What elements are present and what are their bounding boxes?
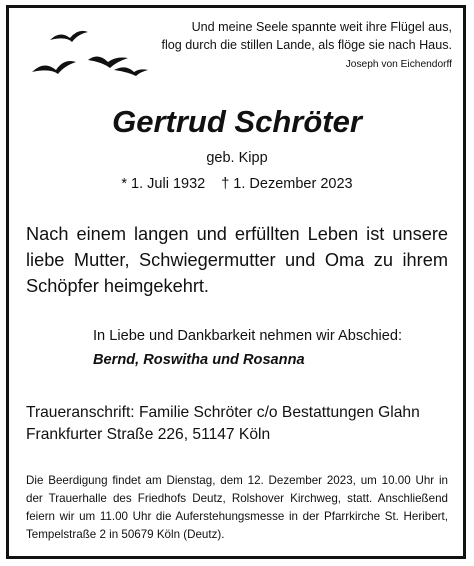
service-details [26,472,448,544]
main-message-line: Nach einem langen und erfüllten Leben ist [26,224,385,244]
maiden-name: geb. Kipp [206,150,268,166]
family-names: Bernd, Roswitha und Rosanna [93,352,305,368]
address-line: Frankfurter Straße 226, 51147 Köln [26,426,271,443]
main-message-line: zu ihrem Schöpfer heimgekehrt. [26,250,448,296]
deceased-name: Gertrud Schröter [112,104,362,139]
service-line: Die Beerdigung findet am Dienstag, dem 12. Dezember 2023, um [26,474,377,487]
service-line: statt. Anschließend feiern wir um 11.00 Uhr die Auferstehungsmesse in [26,492,448,523]
birth-date: * 1. Juli 1932 [121,176,206,192]
quote-author: Joseph von Eichendorff [345,59,452,70]
farewell-text: In Liebe und Dankbarkeit nehmen wir Abschied: [93,328,403,344]
quote-line: Und meine Seele spannte weit ihre Flügel aus, [191,20,452,34]
mourning-address [26,402,448,446]
service-line: der Pfarrkirche St. Heribert, Tempelstraße 2 in 50679 Köln (Deutz). [26,510,448,541]
address-line: Traueranschrift: Familie Schröter c/o Bestattungen Glahn [26,404,420,421]
life-dates [0,176,474,192]
service-line: 10.00 Uhr in der Trauerhalle des Friedhofs Deutz, Rolshover Kirchweg, [26,474,448,505]
quote-block [122,18,452,70]
main-message-line: unsere liebe Mutter, Schwiegermutter und Oma [26,224,448,270]
quote-line: flog durch die stillen Lande, als flöge sie nach Haus. [161,38,452,52]
death-date: † 1. Dezember 2023 [221,176,353,192]
main-message [26,221,448,299]
